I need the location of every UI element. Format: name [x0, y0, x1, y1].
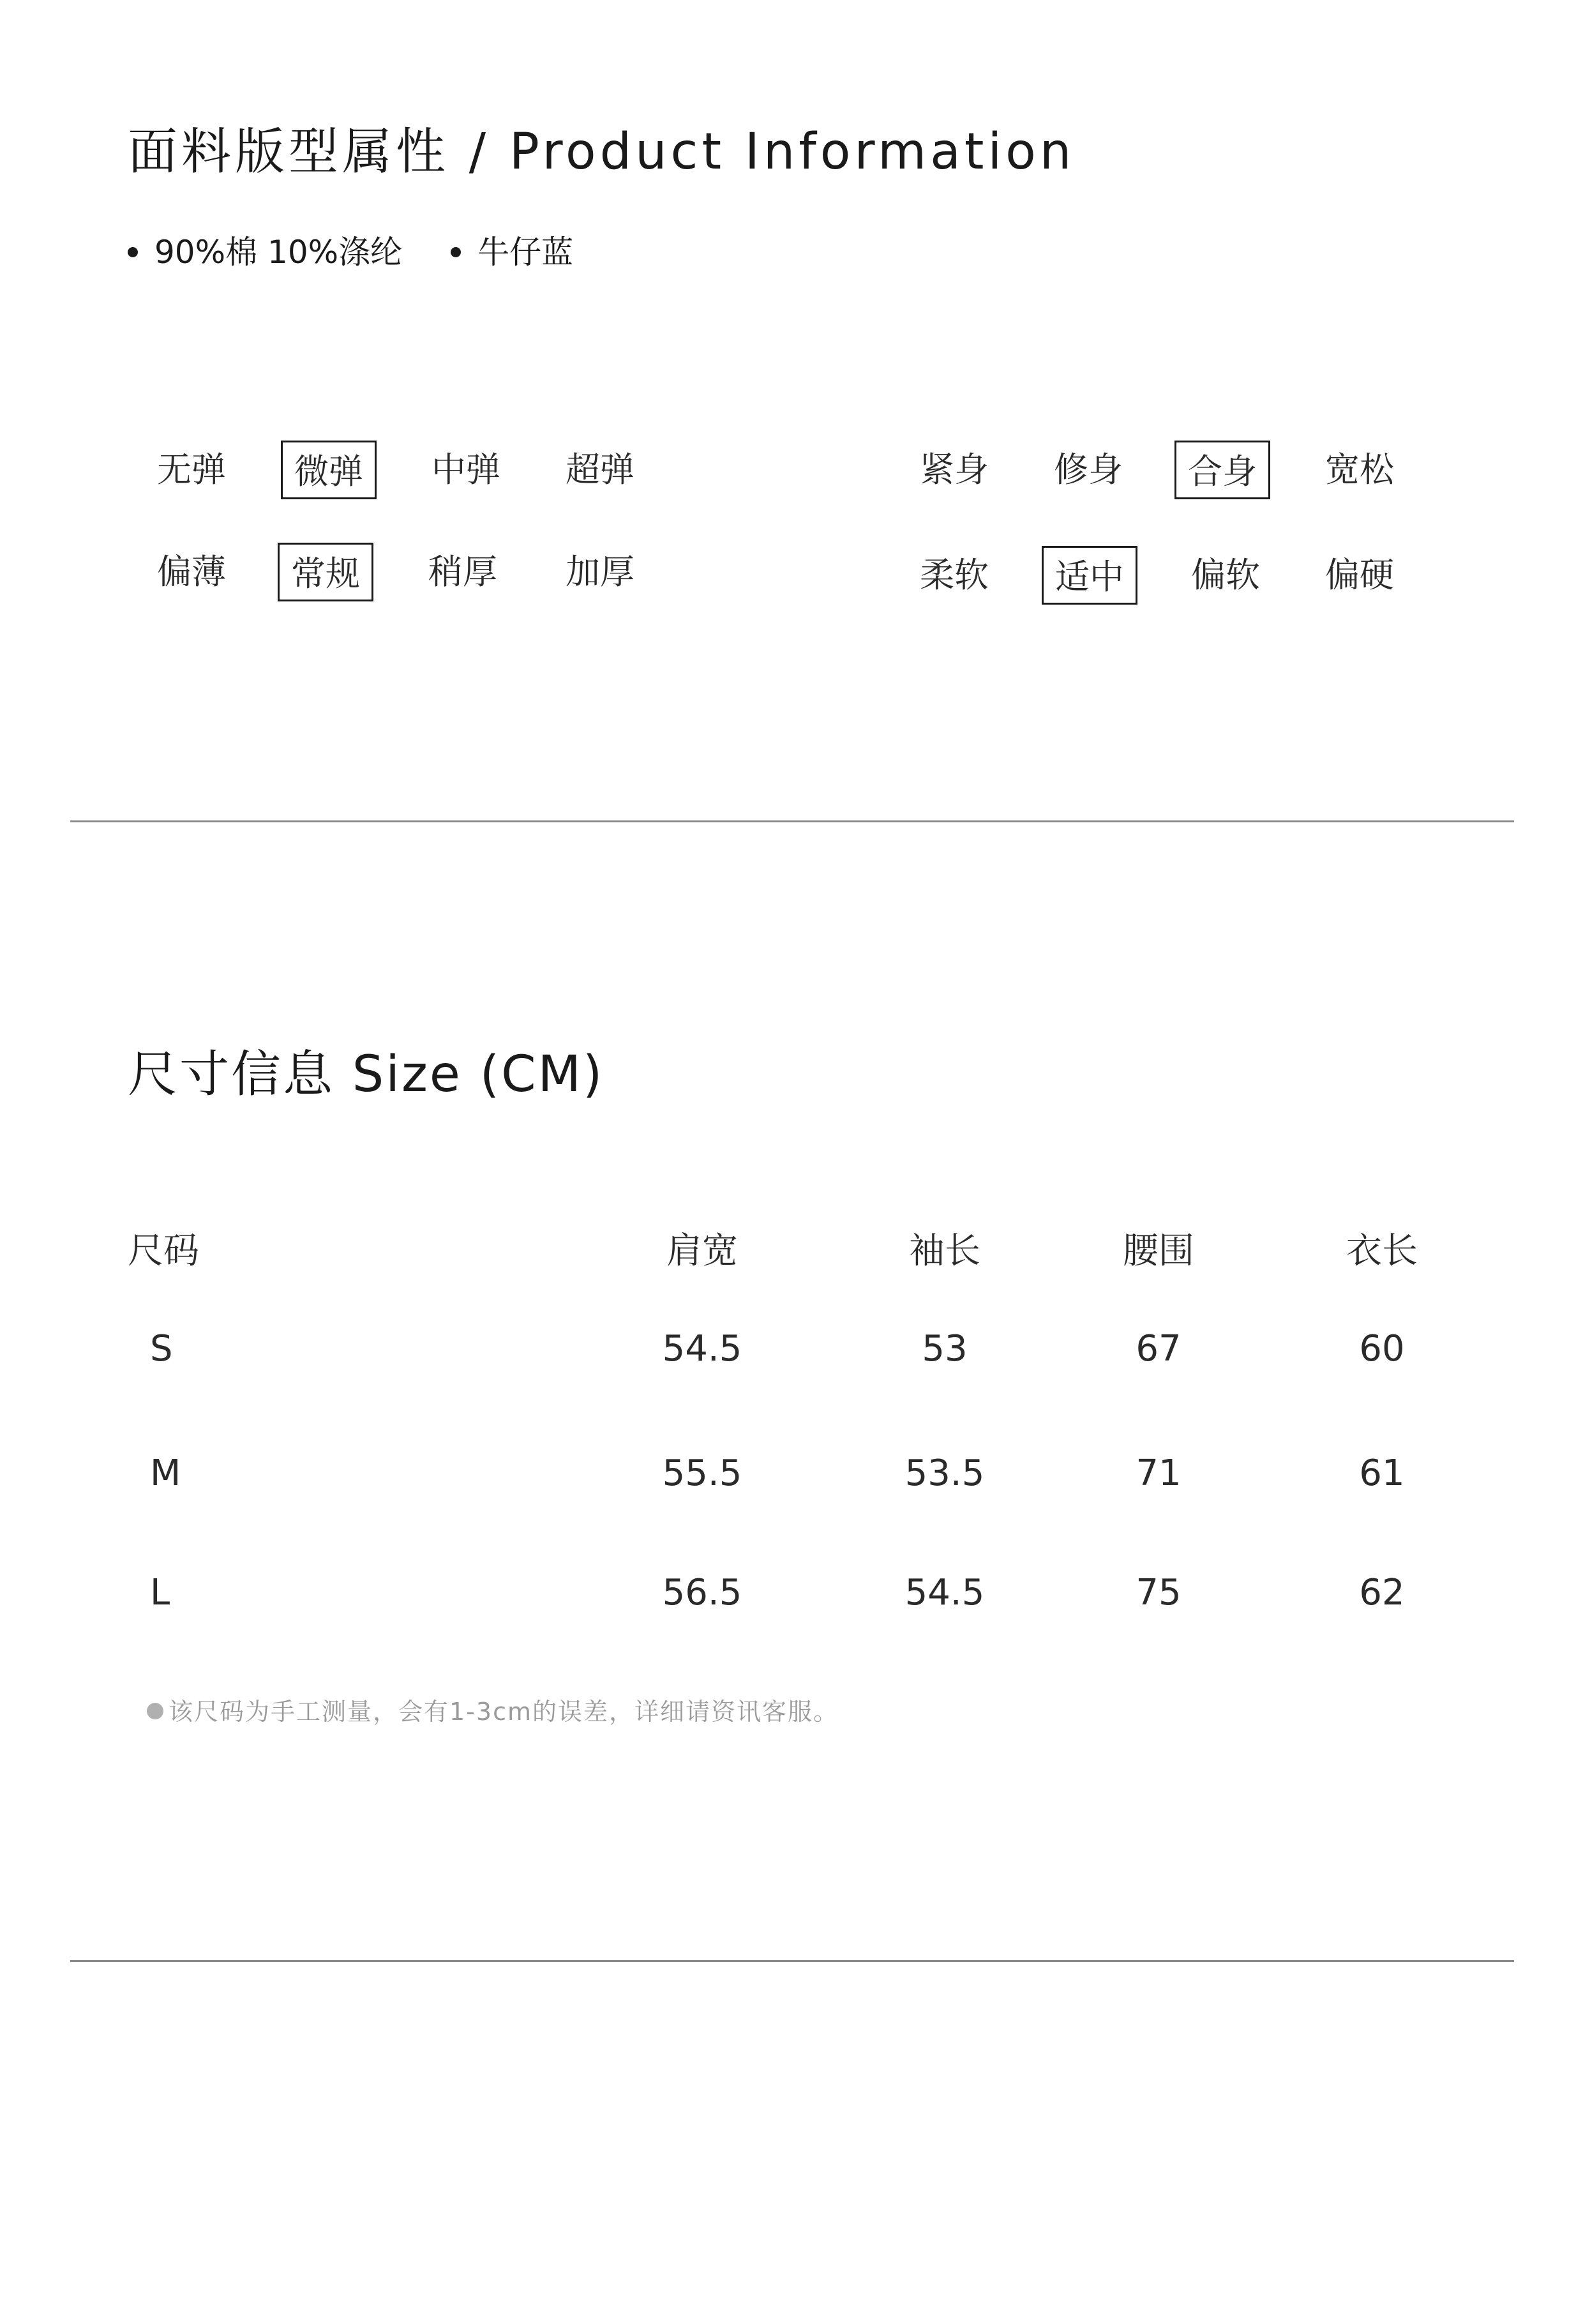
elasticity-option: 无弹	[157, 449, 226, 490]
table-cell: 71	[1136, 1452, 1182, 1494]
product-info-title: 面料版型属性 / Product Information	[128, 123, 1076, 181]
table-cell: 54.5	[904, 1572, 985, 1613]
softness-option: 柔软	[920, 555, 989, 595]
fit-option: 紧身	[920, 449, 989, 490]
color-item: 牛仔蓝	[451, 227, 573, 273]
softness-option: 偏硬	[1325, 555, 1394, 595]
table-cell: 56.5	[662, 1572, 742, 1613]
table-cell: 62	[1359, 1572, 1405, 1613]
measurement-note: 该尺码为手工测量，会有1-3cm的误差，详细请资讯客服。	[147, 1692, 839, 1727]
table-cell: 75	[1136, 1572, 1182, 1613]
section-divider	[70, 820, 1514, 822]
table-cell: 60	[1359, 1328, 1405, 1370]
materials-list	[128, 227, 611, 273]
size-header-length: 衣长	[1346, 1230, 1418, 1272]
size-header-size: 尺码	[128, 1230, 199, 1272]
table-cell: 53.5	[904, 1452, 985, 1494]
table-cell: 53	[922, 1328, 968, 1370]
table-cell: 54.5	[662, 1328, 742, 1370]
table-cell: 61	[1359, 1452, 1405, 1494]
table-cell-size: S	[150, 1328, 173, 1370]
bullet-icon	[128, 247, 138, 257]
thickness-option: 稍厚	[428, 552, 497, 592]
bullet-icon	[147, 1703, 163, 1719]
elasticity-option: 中弹	[431, 449, 500, 490]
table-cell-size: M	[150, 1452, 181, 1494]
fit-option: 合身	[1174, 441, 1270, 499]
size-header-sleeve: 袖长	[909, 1230, 980, 1272]
fit-option: 宽松	[1325, 449, 1394, 490]
fit-option: 修身	[1054, 449, 1123, 490]
thickness-option: 偏薄	[157, 552, 226, 592]
elasticity-option: 微弹	[281, 441, 377, 499]
section-divider	[70, 1960, 1514, 1962]
softness-option: 适中	[1042, 546, 1137, 605]
thickness-option: 加厚	[566, 552, 634, 592]
bullet-icon	[451, 247, 461, 257]
softness-option: 偏软	[1191, 555, 1260, 595]
thickness-option: 常规	[278, 543, 373, 601]
table-cell-size: L	[150, 1572, 170, 1613]
table-cell: 55.5	[662, 1452, 742, 1494]
size-header-shoulder: 肩宽	[666, 1230, 738, 1272]
table-cell: 67	[1136, 1328, 1182, 1370]
size-header-waist: 腰围	[1123, 1230, 1194, 1272]
size-info-title: 尺寸信息 Size (CM)	[128, 1046, 604, 1103]
material-item: 90%棉 10%涤纶	[128, 227, 402, 273]
elasticity-option: 超弹	[566, 449, 634, 490]
